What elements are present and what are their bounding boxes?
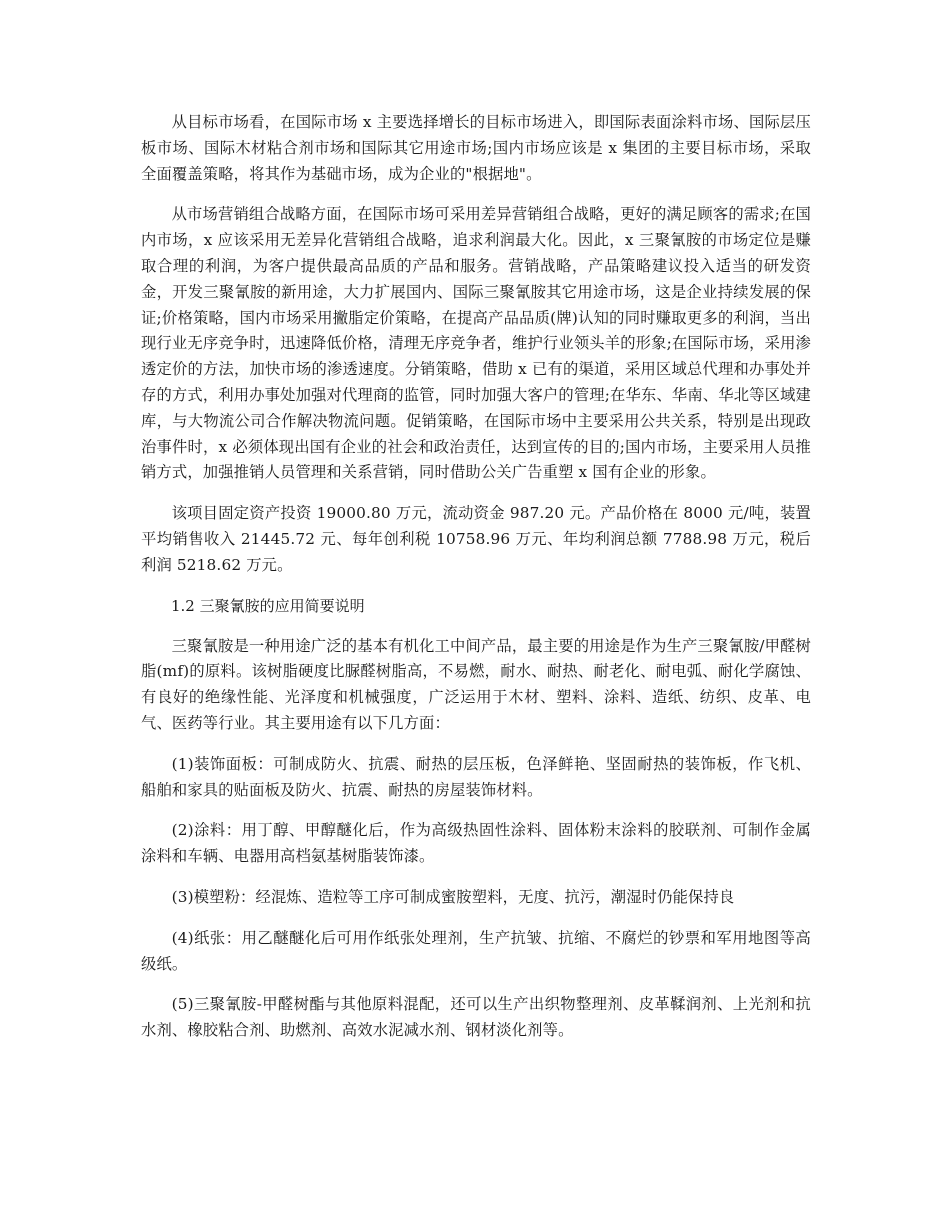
list-item-paper: (4)纸张：用乙醚醚化后可用作纸张处理剂，生产抗皱、抗缩、不腐烂的钞票和军用地图等高级纸。 [141, 928, 811, 973]
paragraph-marketing-strategy: 从市场营销组合战略方面，在国际市场可采用差异营销组合战略，更好的满足顾客的需求;在国内市场，x 应该采用无差异化营销组合战略，追求利润最大化。因此，x 三聚氰胺的市场定位是赚取合理的利润，为客户提供最高品质的产品和服务。营销战略，产品策略建议投入适当的研发资金，开发三聚氰胺的新用途，大力扩展国内、国际三聚氰胺其它用途市场，这是企业持续发展的保证;价格策略，国内市场采用撇脂定价策略，在提高产品品质(牌)认知的同时赚取更多的利润，当出现行业无序竞争时，迅速降低价格，清理无序竞争者，维护行业领头羊的形象;在国际市场，采用渗透定价的方法，加快市场的渗透速度。分销策略，借助 x 已有的渠道，采用区域总代理和办事处并存的方式，利用办事处加强对代理商的监管，同时加强大客户的管理;在华东、华南、华北等区域建库，与大物流公司合作解决物流问题。促销策略，在国际市场中主要采用公共关系，特别是出现政治事件时，x 必须体现出国有企业的社会和政治责任，达到宣传的目的;国内市场，主要采用人员推销方式，加强推销人员管理和关系营销，同时借助公关广告重塑 x 国有企业的形象。 [141, 205, 811, 482]
list-item-coating: (2)涂料：用丁醇、甲醇醚化后，作为高级热固性涂料、固体粉末涂料的胶联剂、可制作金属涂料和车辆、电器用高档氨基树脂装饰漆。 [141, 821, 811, 866]
paragraph-target-market: 从目标市场看，在国际市场 x 主要选择增长的目标市场进入，即国际表面涂料市场、国际层压板市场、国际木材粘合剂市场和国际其它用途市场;国内市场应该是 x 集团的主要目标市场，采取全面覆盖策略，将其作为基础市场，成为企业的"根据地"。 [141, 113, 811, 183]
list-item-decorative-panel: (1)装饰面板：可制成防火、抗震、耐热的层压板，色泽鲜艳、坚固耐热的装饰板，作飞机、船舶和家具的贴面板及防火、抗震、耐热的房屋装饰材料。 [141, 754, 811, 799]
list-item-resin-blends: (5)三聚氰胺-甲醛树酯与其他原料混配，还可以生产出织物整理剂、皮革鞣润剂、上光剂和抗水剂、橡胶粘合剂、助燃剂、高效水泥减水剂、钢材淡化剂等。 [141, 995, 811, 1040]
list-item-molding-powder: (3)模塑粉：经混炼、造粒等工序可制成蜜胺塑料，无度、抗污，潮湿时仍能保持良 [171, 887, 735, 906]
document-page [141, 110, 811, 1059]
section-heading: 1.2 三聚氰胺的应用简要说明 [171, 596, 365, 615]
paragraph-investment: 该项目固定资产投资 19000.80 万元，流动资金 987.20 元。产品价格在 8000 元/吨，装置平均销售收入 21445.72 元、每年创利税 10758.96 万元、年均利润总额 7788.98 万元，税后利润 5218.62 万元。 [141, 504, 811, 574]
paragraph-melamine-intro: 三聚氰胺是一种用途广泛的基本有机化工中间产品，最主要的用途是作为生产三聚氰胺/甲醛树脂(mf)的原料。该树脂硬度比脲醛树脂高，不易燃，耐水、耐热、耐老化、耐电弧、耐化学腐蚀、有良好的绝缘性能、光泽度和机械强度，广泛运用于木材、塑料、涂料、造纸、纺织、皮革、电气、医药等行业。其主要用途有以下几方面： [141, 636, 811, 732]
